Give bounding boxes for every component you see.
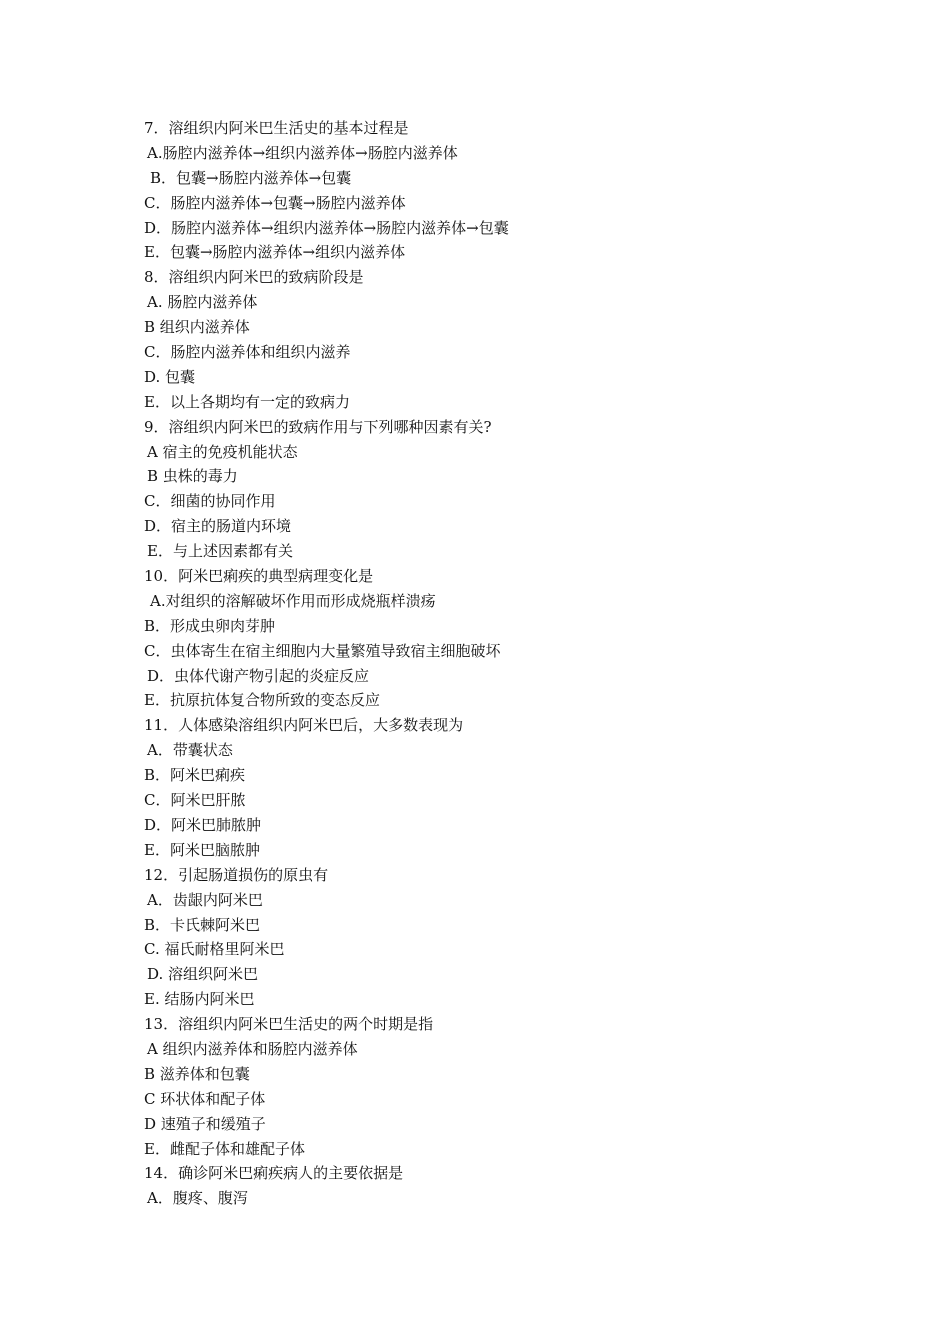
answer-option: E．以上各期均有一定的致病力: [144, 392, 350, 411]
answer-option: A 宿主的免疫机能状态: [147, 442, 298, 461]
answer-option: B 组织内滋养体: [144, 318, 250, 337]
answer-option: C．细菌的协同作用: [144, 492, 276, 511]
answer-option: E．与上述因素都有关: [147, 542, 293, 561]
answer-option: A．带囊状态: [147, 741, 233, 760]
answer-option: A．腹疼、腹泻: [147, 1189, 248, 1208]
answer-option: C．肠腔内滋养体→包囊→肠腔内滋养体: [144, 193, 406, 212]
question-stem: 7．溶组织内阿米巴生活史的基本过程是: [144, 119, 409, 137]
question-list: [144, 116, 844, 1211]
question-stem: 8．溶组织内阿米巴的致病阶段是: [144, 268, 364, 287]
question-stem: 11．人体感染溶组织内阿米巴后，大多数表现为: [144, 716, 464, 735]
question-stem: 9．溶组织内阿米巴的致病作用与下列哪种因素有关?: [144, 417, 492, 436]
answer-option: A.肠腔内滋养体→组织内滋养体→肠腔内滋养体: [147, 143, 458, 162]
answer-option: C．阿米巴肝脓: [144, 791, 246, 810]
answer-option: A．齿龈内阿米巴: [147, 890, 263, 909]
answer-option: C．虫体寄生在宿主细胞内大量繁殖导致宿主细胞破坏: [144, 641, 501, 660]
answer-option: C．肠腔内滋养体和组织内滋养: [144, 343, 351, 362]
answer-option: B．阿米巴痢疾: [144, 766, 246, 785]
answer-option: E. 结肠内阿米巴: [144, 990, 255, 1009]
answer-option: C 环状体和配子体: [144, 1089, 266, 1108]
answer-option: A 组织内滋养体和肠腔内滋养体: [147, 1039, 358, 1058]
question-stem: 10．阿米巴痢疾的典型病理变化是: [144, 567, 374, 586]
answer-option: D. 溶组织阿米巴: [147, 965, 259, 984]
question-stem: 12．引起肠道损伤的原虫有: [144, 865, 329, 884]
answer-option: A. 肠腔内滋养体: [147, 293, 258, 312]
answer-option: B 虫株的毒力: [147, 467, 238, 486]
answer-option: B．卡氏棘阿米巴: [144, 915, 261, 934]
answer-option: B．形成虫卵肉芽肿: [144, 616, 276, 635]
answer-option: A.对组织的溶解破坏作用而形成烧瓶样溃疡: [150, 591, 436, 610]
answer-option: E．阿米巴脑脓肿: [144, 840, 260, 859]
answer-option: C. 福氏耐格里阿米巴: [144, 940, 285, 959]
answer-option: E．包囊→肠腔内滋养体→组织内滋养体: [144, 243, 406, 262]
answer-option: D．阿米巴肺脓肿: [144, 815, 262, 834]
answer-option: D．肠腔内滋养体→组织内滋养体→肠腔内滋养体→包囊: [144, 218, 509, 237]
answer-option: D. 包囊: [144, 367, 196, 386]
question-stem: 13．溶组织内阿米巴生活史的两个时期是指: [144, 1015, 434, 1034]
answer-option: B 滋养体和包囊: [144, 1064, 250, 1083]
question-stem: 14．确诊阿米巴痢疾病人的主要依据是: [144, 1164, 404, 1183]
answer-option: D 速殖子和缓殖子: [144, 1114, 266, 1133]
answer-option: E．抗原抗体复合物所致的变态反应: [144, 691, 380, 710]
answer-option: D．宿主的肠道内环境: [144, 517, 292, 536]
answer-option: D．虫体代谢产物引起的炎症反应: [147, 666, 370, 685]
answer-option: E．雌配子体和雄配子体: [144, 1139, 305, 1158]
answer-option: B．包囊→肠腔内滋养体→包囊: [150, 168, 352, 187]
